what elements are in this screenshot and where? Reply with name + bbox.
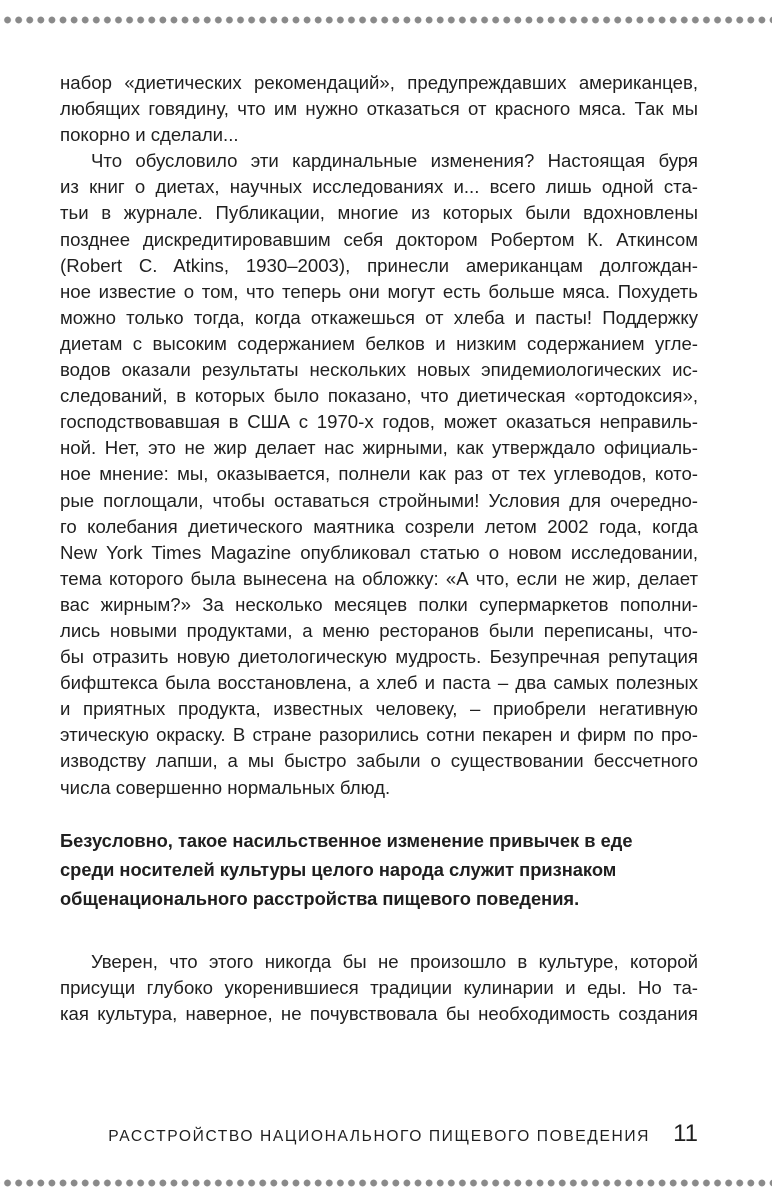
text-line: общенационального расстройства пищевого поведения.	[60, 887, 580, 909]
text-line: ное мнение: мы, оказывается, полнели как раз от тех углеводов, кото-	[60, 463, 698, 485]
text-line: можно только тогда, когда откажешься от хлеба и пасты! Поддержку	[60, 306, 698, 328]
highlight-quote	[60, 826, 698, 913]
text-line: кая культура, наверное, не почувствовала бы необходимость создания	[60, 1002, 698, 1024]
text-line: водов оказали результаты нескольких новых эпидемиологических ис-	[60, 359, 698, 381]
text-line: господствовавшая в США с 1970-х годов, может оказаться неправиль-	[60, 411, 698, 433]
text-line: ной. Нет, это не жир делает нас жирными, как утверждало официаль-	[60, 437, 698, 459]
text-line: набор «диетических рекомендаций», предупреждавших американцев,	[60, 72, 698, 93]
page-body	[60, 70, 698, 1027]
text-line: го колебания диетического маятника созрели летом 2002 года, когда	[60, 515, 698, 537]
text-line: вас жирным?» За несколько месяцев полки супермаркетов пополни-	[60, 593, 698, 615]
decorative-dotted-border-top	[0, 15, 772, 25]
text-line: Уверен, что этого никогда бы не произошло в культуре, которой	[91, 950, 698, 972]
text-line: следований, в которых было показано, что диетическая «ортодоксия»,	[60, 385, 698, 407]
text-line: рые поглощали, чтобы оставаться стройными! Условия для очередно-	[60, 489, 698, 511]
paragraph-main	[60, 148, 698, 800]
text-line: New York Times Magazine опубликовал статью о новом исследовании,	[60, 541, 698, 563]
decorative-dotted-border-bottom	[0, 1178, 772, 1188]
text-line: Что обусловило эти кардинальные изменения? Настоящая буря	[91, 150, 698, 172]
page-number: 11	[673, 1120, 698, 1147]
text-line: из книг о диетах, научных исследованиях и... всего лишь одной ста-	[60, 176, 698, 198]
paragraph-closing	[60, 949, 698, 1027]
page-footer	[60, 1122, 698, 1152]
text-line: присущи глубоко укоренившиеся традиции кулинарии и еды. Но та-	[60, 976, 698, 998]
text-line: позднее дискредитировавшим себя доктором Робертом К. Аткинсом	[60, 228, 698, 250]
text-line: покорно и сделали...	[60, 124, 239, 146]
text-line: тьи в журнале. Публикации, многие из которых были вдохновлены	[60, 202, 698, 224]
text-line: изводству лапши, а мы быстро забыли о существовании бессчетного	[60, 750, 698, 772]
text-line: (Robert C. Atkins, 1930–2003), принесли американцам долгождан-	[60, 254, 698, 276]
text-line: среди носителей культуры целого народа служит признаком	[60, 858, 617, 880]
text-line: диетам с высоким содержанием белков и низким содержанием угле-	[60, 332, 698, 354]
text-line: и приятных продукта, известных человеку, – приобрели негативную	[60, 698, 698, 720]
running-head: РАССТРОЙСТВО НАЦИОНАЛЬНОГО ПИЩЕВОГО ПОВЕДЕНИЯ	[108, 1128, 650, 1145]
paragraph-continued	[60, 70, 698, 148]
text-line: этическую окраску. В стране разорились сотни пекарен и фирм по про-	[60, 724, 698, 746]
text-line: бифштекса была восстановлена, а хлеб и паста – два самых полезных	[60, 672, 698, 694]
text-line: тема которого была вынесена на обложку: «А что, если не жир, делает	[60, 567, 698, 589]
text-line: Безусловно, такое насильственное изменение привычек в еде	[60, 829, 633, 851]
text-line: бы отразить новую диетологическую мудрость. Безупречная репутация	[60, 646, 698, 668]
text-line: любящих говядину, что им нужно отказаться от красного мяса. Так мы	[60, 98, 698, 120]
text-line: лись новыми продуктами, а меню ресторанов были переписаны, что-	[60, 619, 698, 641]
text-line: ное известие о том, что теперь они могут есть больше мяса. Похудеть	[60, 280, 698, 302]
text-line: числа совершенно нормальных блюд.	[60, 776, 391, 798]
